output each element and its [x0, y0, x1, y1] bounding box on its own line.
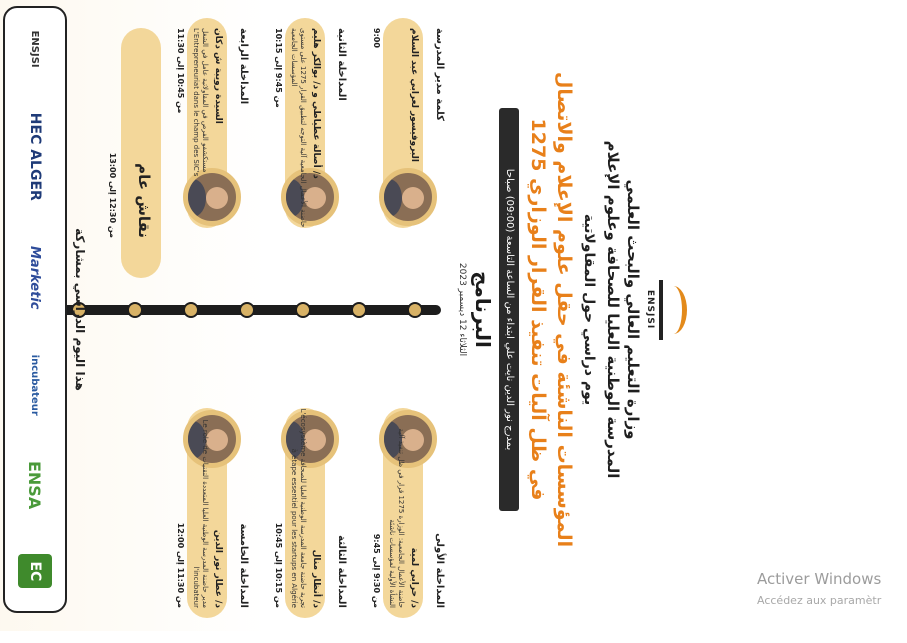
session-header: المداخلة الثانية: [336, 28, 347, 101]
session-speaker: د/ أصالة عطياطي و د/ بوالكر هليم: [311, 28, 321, 179]
ministry-line-2: المدرسة الوطنية العليا للصحافة وعلوم الإعلام: [604, 140, 622, 479]
session-card-1: [373, 318, 445, 618]
session-topic: تجربة حاضنة جامعة المدرسة الوطنية العليا للصحافة L'écosystème à étape essentiel pour les startups en Algérie: [290, 408, 307, 608]
session-topic: مدير حاضنة المدرسة الوطنية العليا المتعددة التقنيات Le role de l'incubateur: [192, 419, 209, 608]
session-card-opening: [373, 18, 445, 318]
partners-strip: [3, 6, 67, 613]
venue-banner: بمدرج نور الدين نايت علي ابتداء من الساعة التاسعة (09:00) صباحا: [499, 108, 519, 511]
activation-watermark-subtitle: Accédez aux paramètr: [757, 594, 882, 607]
session-header: المداخلة الثالثة: [336, 535, 347, 608]
partner-logo-ensa: ENSA: [25, 460, 45, 510]
session-card-2: [275, 18, 347, 318]
discussion-time: من 12:30 إلى 13:00: [108, 152, 117, 238]
timeline-dot: [127, 302, 143, 318]
partner-logo-hec: HEC ALGER: [27, 112, 43, 201]
session-card-4: [177, 18, 249, 318]
general-discussion: [108, 28, 161, 278]
session-time: 9:00: [372, 28, 381, 48]
ministry-heading: [603, 0, 643, 631]
partner-logo-ensjsi: ENSJSI: [29, 30, 41, 68]
event-title-line-1: المؤسسات الناشئة في حقل علوم الإعلام والاتصال: [553, 71, 575, 548]
session-topic: حاضنة الأعمال الجامعية آلية التوجه لتطبيق القرار 1275 على مستوى المؤسسات الجامعية: [290, 28, 307, 228]
session-time: من 9:45 إلى 10:15: [274, 28, 283, 108]
session-time: من 10:45 إلى 11:30: [176, 28, 185, 114]
event-heading: يوم دراسي حول المقاولاتية: [581, 213, 597, 406]
session-card-5: [177, 318, 249, 618]
session-card-3: [275, 318, 347, 618]
session-time: من 11:30 إلى 12:00: [176, 522, 185, 608]
event-title-line-2: في ظل آليات تنفيذ القرار الوزاري 1275: [527, 118, 549, 501]
event-title: [525, 8, 577, 611]
program-heading: البرنامج: [471, 271, 495, 348]
session-header: كلمة مدير المدرسة: [434, 28, 445, 121]
partners-title: هذا اليوم الدراسي بمشاركة: [73, 228, 87, 391]
session-topic: مستكشفو الفرص في المقاولاتية عامل في الشغل L'Entrepreneuriat dans le champ des SIC's: [192, 28, 209, 177]
session-speaker: البروفيسور لعرابي عبد السلام: [409, 28, 419, 162]
session-speaker: د/ عطار نور الدين: [213, 529, 223, 608]
session-header: المداخلة الخامسة: [238, 523, 249, 608]
session-header: المداخلة الرابعة: [238, 28, 249, 105]
session-header: المداخلة الأولى: [434, 533, 445, 608]
session-speaker: السيدة رويبة ش دكان: [213, 28, 223, 124]
partner-logo-marketic: Marketic: [27, 246, 43, 310]
partner-logo-incubateur: incubateur: [29, 354, 41, 416]
school-logo: [645, 0, 693, 631]
activation-watermark-title: Activer Windows: [757, 570, 882, 588]
school-logo-text: ENSJSI: [645, 289, 655, 330]
session-topic: حاضنة الأعمال الجامعية: الوزارة 1275 قرار في ظل تنفيذ آلية النشأة الأولية لمؤسسات ناشئة: [388, 428, 405, 608]
timeline-dot: [351, 302, 367, 318]
session-time: من 9:30 إلى 9:45: [372, 533, 381, 608]
session-time: من 10:15 إلى 10:45: [274, 522, 283, 608]
school-logo-icon: [659, 280, 693, 340]
session-speaker: د/ حرابي لمية: [409, 547, 419, 608]
speaker-photo: [379, 168, 437, 226]
ministry-line-1: وزارة التعليم العالي والبحث العلمي: [624, 179, 642, 440]
discussion-label: نقاش عام: [135, 163, 153, 238]
partner-logo-ec: EC: [18, 554, 52, 588]
event-date: الثلاثاء 12 ديسمبر 2023: [457, 262, 467, 357]
discussion-pill: [121, 28, 161, 278]
session-speaker: د/ أنظار منال: [311, 549, 321, 608]
